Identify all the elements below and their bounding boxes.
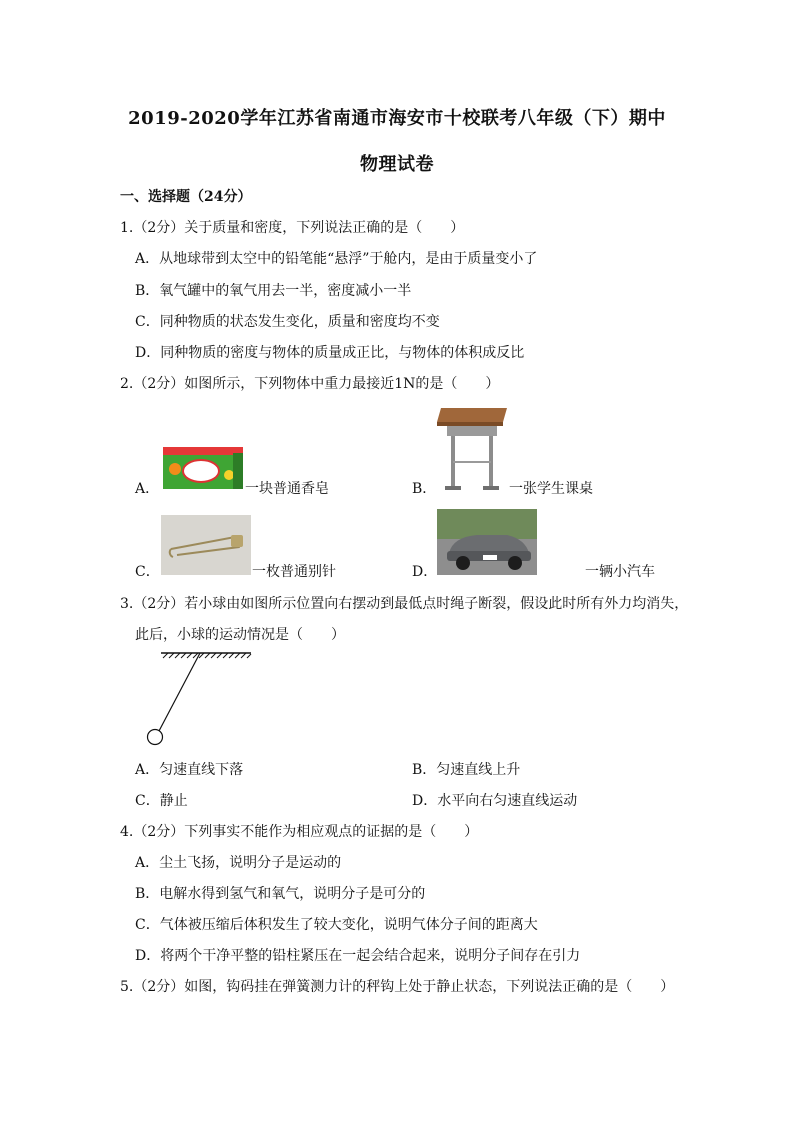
q3-option-a: A．匀速直线下落	[135, 762, 244, 778]
q3-option-d: D．水平向右匀速直线运动	[412, 793, 578, 809]
q1-option-c: C．同种物质的状态发生变化，质量和密度均不变	[135, 314, 440, 330]
q3-option-b: B．匀速直线上升	[412, 762, 521, 778]
q3-option-c: C．静止	[135, 793, 188, 809]
q2-option-b-text: 一张学生课桌	[509, 481, 593, 497]
q1-option-a: A．从地球带到太空中的铅笔能“悬浮”于舱内，是由于质量变小了	[135, 251, 538, 267]
pendulum-diagram	[145, 648, 255, 748]
q3-stem-line-1: 3.（2分）若小球由如图所示位置向右摆动到最低点时绳子断裂，假设此时所有外力均消失，	[120, 596, 689, 612]
q2-option-d-text: 一辆小汽车	[585, 564, 655, 580]
q2-option-a-text: 一块普通香皂	[245, 481, 329, 497]
school-desk-image	[437, 406, 509, 494]
q2-option-c-label: C．	[135, 564, 160, 580]
q5-stem: 5.（2分）如图，钩码挂在弹簧测力计的秤钩上处于静止状态，下列说法正确的是（ ）	[120, 979, 675, 995]
q2-option-d-label: D．	[412, 564, 438, 580]
q2-option-a-label: A．	[135, 481, 160, 497]
q2-option-c-text: 一枚普通别针	[252, 564, 336, 580]
paper-title-line-1: 2019-2020学年江苏省南通市海安市十校联考八年级（下）期中	[128, 108, 666, 129]
q4-option-b: B．电解水得到氢气和氧气，说明分子是可分的	[135, 886, 426, 902]
q4-option-d: D．将两个干净平整的铅柱紧压在一起会结合起来，说明分子间存在引力	[135, 948, 581, 964]
car-image	[437, 509, 537, 575]
soap-box-image	[163, 445, 243, 491]
q4-option-c: C．气体被压缩后体积发生了较大变化，说明气体分子间的距离大	[135, 917, 538, 933]
q2-option-b-label: B．	[412, 481, 437, 497]
safety-pin-image	[161, 515, 251, 575]
q2-stem: 2.（2分）如图所示，下列物体中重力最接近1N的是（ ）	[120, 376, 500, 392]
q1-stem: 1.（2分）关于质量和密度，下列说法正确的是（ ）	[120, 220, 465, 236]
section-heading: 一、选择题（24分）	[120, 189, 252, 205]
q1-option-b: B．氧气罐中的氧气用去一半，密度减小一半	[135, 283, 412, 299]
q3-stem-line-2: 此后，小球的运动情况是（ ）	[135, 627, 345, 643]
q1-option-d: D．同种物质的密度与物体的质量成正比，与物体的体积成反比	[135, 345, 525, 361]
q4-option-a: A．尘土飞扬，说明分子是运动的	[135, 855, 342, 871]
paper-title-line-2: 物理试卷	[360, 154, 434, 175]
q4-stem: 4.（2分）下列事实不能作为相应观点的证据的是（ ）	[120, 824, 479, 840]
